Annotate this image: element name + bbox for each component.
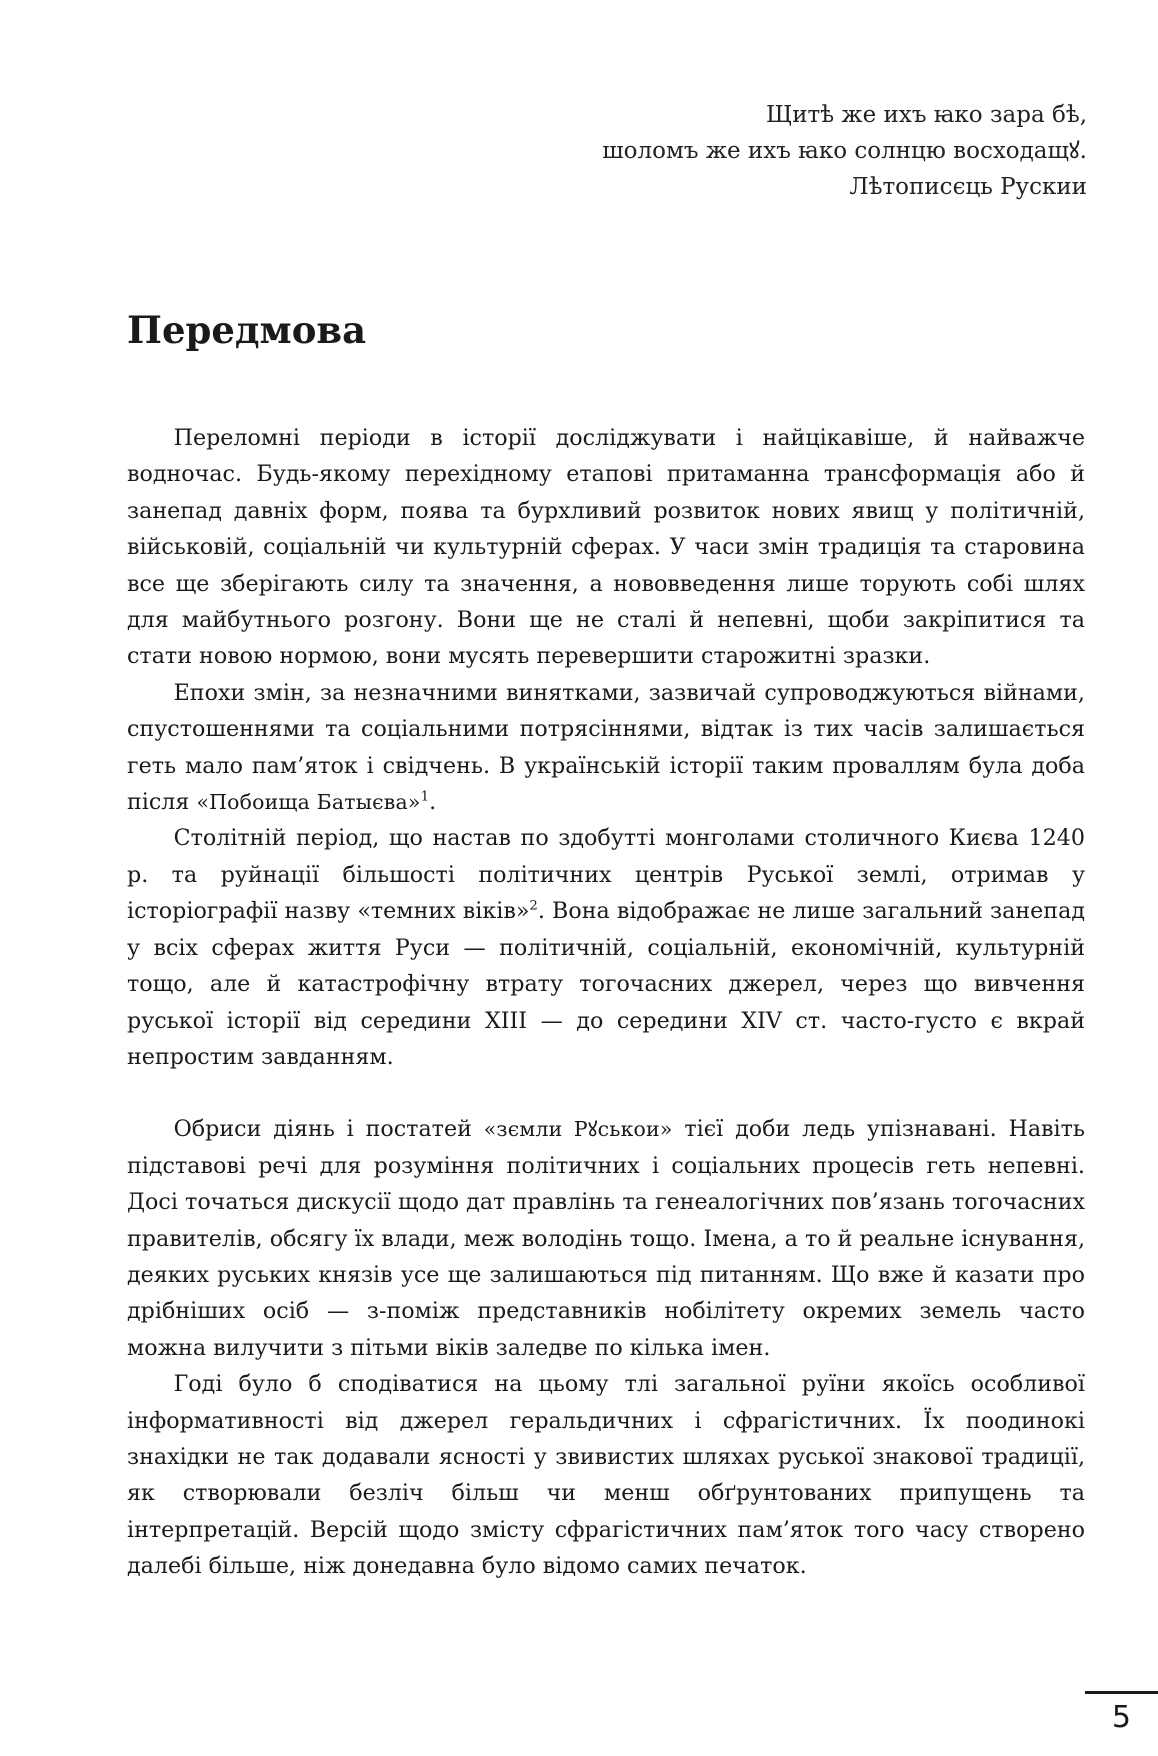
epigraph <box>602 97 1087 205</box>
paragraph-2 <box>127 675 1085 821</box>
chapter-heading: Передмова <box>127 308 367 352</box>
paragraph-3 <box>127 820 1085 1075</box>
paragraph-2-end: . <box>429 789 437 816</box>
epigraph-line-2: шоломъ же ихъ ꙗко солнцю восходащꙋ. <box>602 138 1087 164</box>
paragraph-1: Переломні періоди в історії досліджувати і найцікавіше, й найважче водночас. Будь-якому перехідному етапові притаманна трансформація або й занепад давніх форм, поява та бурхливий розвиток нових явищ у політичній, військовій, соціальній чи культурній сферах. У часи змін традиція та старовина все ще зберігають силу та значення, а нововведення лише торують собі шлях для майбутнього розгону. Вони ще не сталі й непевні, щоби закріпитися та стати новою нормою, вони мусять перевершити старожитні зразки. <box>127 425 1085 670</box>
quote-batu-battle: «Побоища Батыєва» <box>196 790 421 815</box>
paragraph-4-end: тієї доби ледь упізнавані. Навіть підставові речі для розуміння політичних і соціальних процесів геть непевні. Досі точаться дискусії щодо дат правлінь та генеалогічних пов’язань тогочасних правителів, обсягу їх влади, меж володінь тощо. Імена, а то й реальне існування, деяких руських князів усе ще залишаються під питанням. Що вже й казати про дрібніших осіб — з-поміж представників нобілітету окремих земель часто можна вилучити з пітьми віків заледве по кілька імен. <box>127 1116 1086 1361</box>
quote-rus-land: «зємли Рꙋськои» <box>483 1117 673 1142</box>
paragraph-2-text: Епохи змін, за незначними винятками, зазвичай супроводжуються війнами, спустошеннями та соціальними потрясіннями, відтак із тих часів залишається геть мало пам’яток і свідчень. В українській історії таким проваллям була доба після <box>127 679 1085 816</box>
paragraph-3-end: . Вона відображає не лише загальний занепад у всіх сферах життя Руси — політичній, соціальній, економічній, культурній тощо, але й катастрофічну втрату тогочасних джерел, через що вивчення руської історії від середини XIII — до середини XIV ст. часто-густо є вкрай непростим завданням. <box>127 898 1085 1070</box>
footnote-ref-1[interactable]: 1 <box>420 789 430 805</box>
paragraph-3-text: Столітній період, що настав по здобутті монголами столичного Києва 1240 р. та руйнації більшості політичних центрів Руської землі, отримав у історіографії назву «темних віків» <box>127 825 1085 925</box>
body-text <box>127 420 1085 1585</box>
paragraph-5: Годі було б сподіватися на цьому тлі загальної руїни якоїсь особливої інформативності від джерел геральдичних і сфрагістичних. Їх поодинокі знахідки не так додавали ясності у звивистих шляхах руської знакової традиції, як створювали безліч більш чи менш обґрунтованих припущень та інтерпретацій. Версій щодо змісту сфрагістичних пам’яток того часу створено далебі більше, ніж донедавна було відомо самих печаток. <box>127 1371 1085 1580</box>
epigraph-source: Лѣтописєць Рускии <box>849 174 1087 200</box>
paragraph-4 <box>127 1111 1085 1366</box>
footnote-ref-2[interactable]: 2 <box>529 898 538 914</box>
page-number-rule <box>1085 1691 1158 1694</box>
epigraph-line-1: Щитѣ же ихъ ꙗко зара бѣ, <box>765 102 1087 128</box>
page-number: 5 <box>1111 1700 1131 1735</box>
paragraph-4-text: Обриси діянь і постатей <box>173 1116 484 1143</box>
